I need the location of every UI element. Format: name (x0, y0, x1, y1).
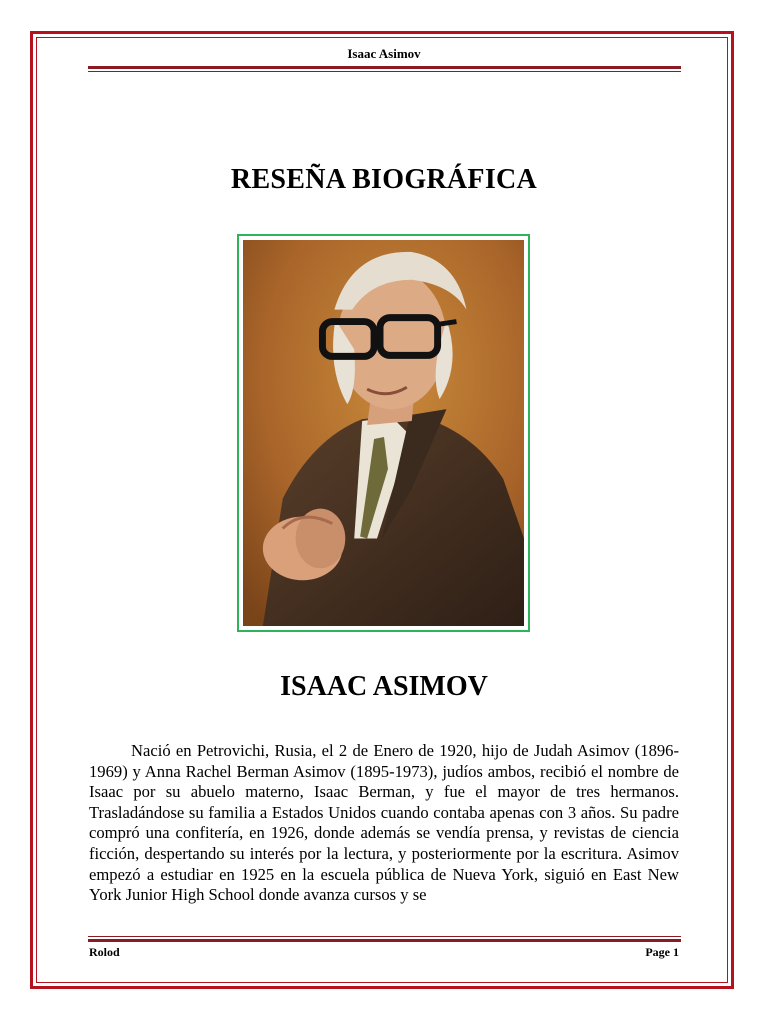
running-header: Isaac Asimov (347, 46, 421, 61)
person-name-heading: ISAAC ASIMOV (280, 671, 488, 702)
footer-rule-thin (88, 936, 681, 937)
header-rule-thin (88, 71, 681, 72)
header-rule-thick (88, 66, 681, 69)
footer-author: Rolod (89, 945, 120, 959)
biography-paragraph: Nació en Petrovichi, Rusia, el 2 de Enero de 1920, hijo de Judah Asimov (1896-1969) y Anna Rachel Berman Asimov (1895-1973), judíos ambos, recibió el nombre de Isaac por su abuelo materno, Isaac Berman, y fue el mayor de tres hermanos. Trasladándose su familia a Estados Unidos cuando contaba apenas con 3 años. Su padre compró una confitería, en 1926, donde además se vendía prensa, y revistas de ciencia ficción, despertando su interés por la lectura, y posteriormente por la escritura. Asimov empezó a estudiar en 1925 en la escuela pública de Nueva York, siguió en East New York Junior High School donde avanza cursos y se (89, 741, 679, 905)
portrait-photo (237, 234, 530, 632)
section-title: RESEÑA BIOGRÁFICA (230, 164, 538, 195)
footer-page-number: Page 1 (645, 945, 679, 959)
footer-rule-thick (88, 939, 681, 942)
portrait-illustration (243, 240, 524, 626)
